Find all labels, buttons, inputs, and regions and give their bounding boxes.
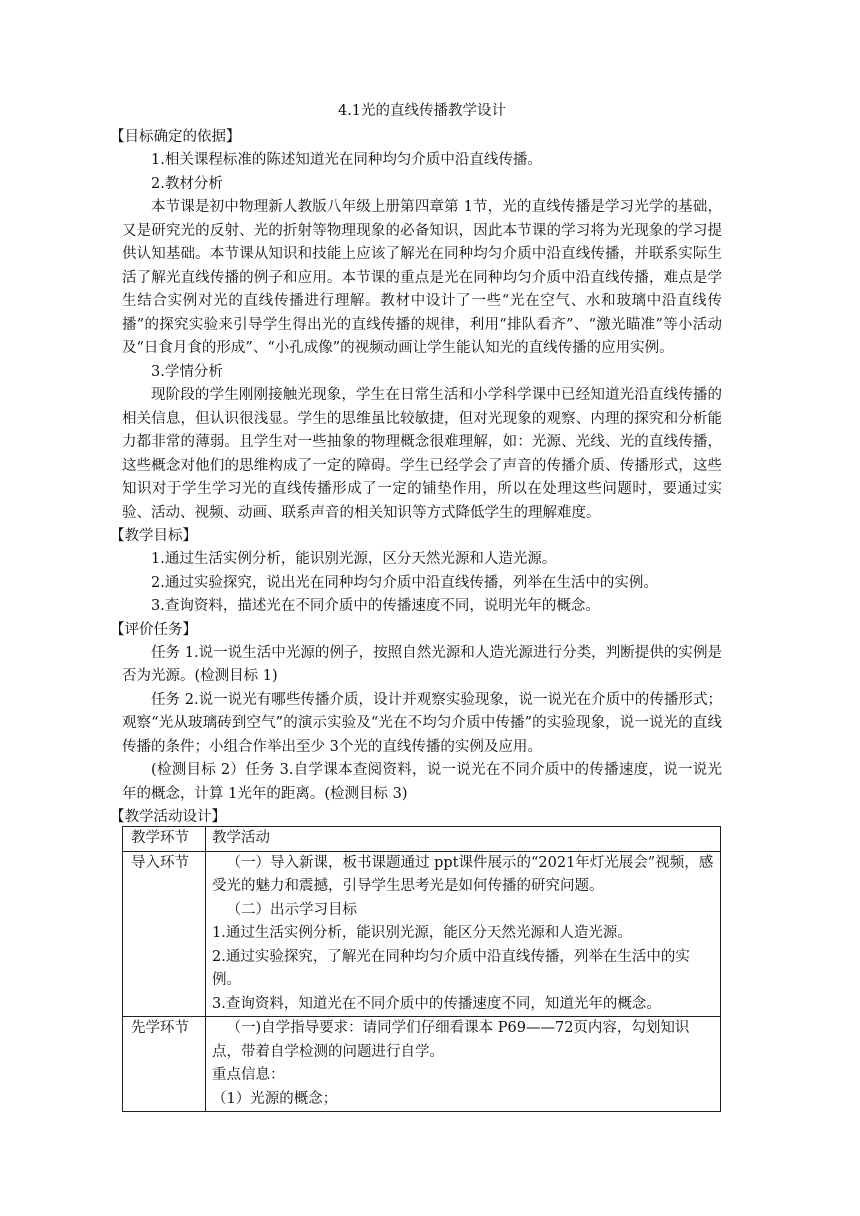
stage-intro: 导入环节 xyxy=(123,851,206,1017)
section-heading-activities: 【教学活动设计】 xyxy=(110,809,226,825)
activity-line: 3.查询资料，知道光在不同介质中的传播速度不同，知道光年的概念。 xyxy=(212,995,661,1012)
basis-item-standard: 1.相关课程标准的陈述知道光在同种均匀介质中沿直线传播。 xyxy=(151,152,542,168)
goal-item-3: 3.查询资料，描述光在不同介质中的传播速度不同，说明光年的概念。 xyxy=(151,598,600,614)
student-analysis-paragraph: 现阶段的学生刚刚接触光现象，学生在日常生活和小学科学课中已经知道光沿直线传播的相关信息，但认识很浅显。学生的思维虽比较敏捷，但对光现象的观察、内理的探究和分析能力都非常的薄弱。且学生对一些抽象的物理概念很难理解，如：光源、光线、光的直线传播，这些概念对他们的思维构成了一定的障碍。学生已经学会了声音的传播介质、传播形式，这些知识对于学生学习光的直线传播形成了一定的铺垫作用，所以在处理这些问题时，要通过实验、活动、视频、动画、联系声音的相关知识等方式降低学生的理解难度。 xyxy=(122,387,722,521)
section-heading-basis: 【目标确定的依据】 xyxy=(110,129,241,145)
textbook-analysis-paragraph: 本节课是初中物理新人教版八年级上册第四章第 1节，光的直线传播是学习光学的基础，又是研究光的反射、光的折射等物理现象的必备知识，因此本节课的学习将为光现象的学习提供认知基础。本节课从知识和技能上应该了解光在同种均匀介质中沿直线传播，并联系实际生活了解光直线传播的例子和应用。本节课的重点是光在同种均匀介质中沿直线传播，难点是学生结合实例对光的直线传播进行理解。教材中设计了一些“光在空气、水和玻璃中沿直线传播”的探究实验来引导学生得出光的直线传播的规律，利用“排队看齐”、“激光瞄准”等小活动及“日食月食的形成”、“小孔成像”的视频动画让学生能认知光的直线传播的应用实例。 xyxy=(122,199,722,356)
activity-line: （一)自学指导要求：请同学们仔细看课本 P69——72页内容，勾划知识点，带着自学检测的问题进行自学。 xyxy=(212,1020,690,1060)
activity-table xyxy=(122,826,721,1112)
goal-item-1: 1.通过生活实例分析，能识别光源，区分天然光源和人造光源。 xyxy=(151,551,557,567)
table-header-row xyxy=(123,827,721,852)
activity-line: 2.通过实验探究，了解光在同种均匀介质中沿直线传播，列举在生活中的实例。 xyxy=(212,948,690,988)
basis-item-textbook: 2.教材分析 xyxy=(151,175,223,192)
evaluation-task-3: (检测目标 2）任务 3.自学课本查阅资料，说一说光在不同介质中的传播速度，说一说光年的概念，计算 1光年的距离。(检测目标 3) xyxy=(122,762,722,802)
activity-intro xyxy=(206,851,721,1017)
document-body xyxy=(110,96,722,829)
section-heading-goals: 【教学目标】 xyxy=(110,528,197,544)
activity-line: 1.通过生活实例分析，能识别光源，能区分天然光源和人造光源。 xyxy=(212,925,632,941)
activity-line: （二）出示学习目标 xyxy=(226,901,357,918)
goal-item-2: 2.通过实验探究，说出光在同种均匀介质中沿直线传播，列举在生活中的实例。 xyxy=(151,574,658,591)
activity-prelearning xyxy=(206,1017,721,1112)
evaluation-task-1: 任务 1.说一说生活中光源的例子，按照自然光源和人造光源进行分类，判断提供的实例是否为光源。(检测目标 1) xyxy=(122,644,722,684)
activity-line: （1）光源的概念； xyxy=(212,1090,338,1107)
document-title: 4.1光的直线传播教学设计 xyxy=(337,103,507,119)
stage-prelearning: 先学环节 xyxy=(123,1017,206,1112)
evaluation-task-2: 任务 2.说一说光有哪些传播介质，设计并观察实验现象，说一说光在介质中的传播形式；观察“光从玻璃砖到空气”的演示实验及“光在不均匀介质中传播”的实验现象，说一说光的直线传播的条件；小组合作举出至少 3个光的直线传播的实例及应用。 xyxy=(122,691,722,755)
table-row xyxy=(123,1017,721,1112)
section-heading-evaluation: 【评价任务】 xyxy=(110,621,197,638)
basis-item-students: 3.学情分析 xyxy=(151,363,223,380)
header-activity: 教学活动 xyxy=(206,827,721,852)
activity-line: 重点信息： xyxy=(212,1067,285,1083)
header-stage: 教学环节 xyxy=(123,827,206,852)
activity-line: （一）导入新课，板书课题通过 ppt课件展示的“2021年灯光展会”视频，感受光的魅力和震撼，引导学生思考光是如何传播的研究问题。 xyxy=(212,854,714,894)
table-row xyxy=(123,851,721,1017)
